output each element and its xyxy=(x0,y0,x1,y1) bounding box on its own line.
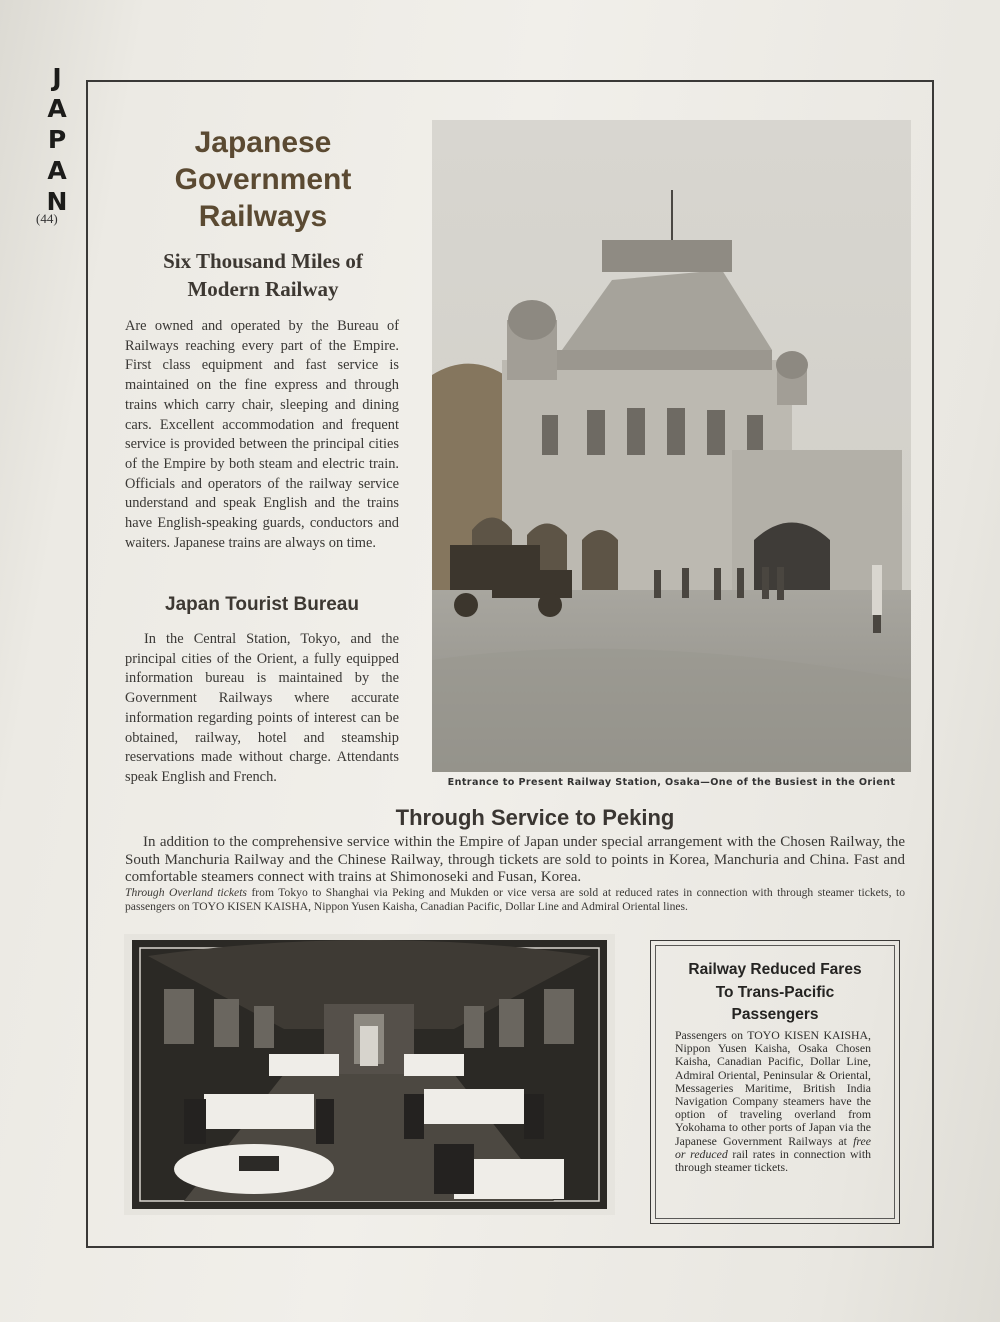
article-title xyxy=(125,124,401,235)
title-line: Japanese xyxy=(194,126,332,159)
bureau-paragraph: In the Central Station, Tokyo, and the principal cities of the Orient, a fully equipped information bureau is maintained by the Government Railways where accurate information regarding points of interest can be obtained, railway, hotel and steamship reservations made without charge. Attendants speak English and French. xyxy=(125,631,399,785)
fares-heading-line: Railway Reduced Fares xyxy=(688,961,862,978)
subtitle-line: Six Thousand Miles of xyxy=(163,249,363,273)
overland-tickets-note xyxy=(125,886,905,913)
osaka-station-photo xyxy=(432,120,911,772)
intro-paragraph: Are owned and operated by the Bureau of Railways reaching every part of the Empire. First class equipment and fast service is maintained on the fine express and through trains which carry chair, sleeping and dining cars. Excellent accommodation and frequent service is provided between the principal cities of the Empire by both steam and electric train. Officials and operators of the railway service understand and speak English and the trains have English-speaking guards, conductors and waiters. Japanese trains are always on time. xyxy=(125,318,399,551)
fares-text-part: rail rates in connection with through steamer tickets. xyxy=(675,1146,872,1175)
dining-car-photo xyxy=(124,934,615,1215)
masthead-letter: J xyxy=(52,63,62,92)
masthead-letter: N xyxy=(46,187,68,216)
bureau-heading: Japan Tourist Bureau xyxy=(165,594,359,615)
overland-tickets-text: from Tokyo to Shanghai via Peking and Mukden or vice versa are sold at reduced rates in connection with through steamer tickets, to passengers on TOYO KISEN KAISHA, Nippon Yusen Kaisha, Canadian Pacific, Dollar Line and Admiral Oriental lines. xyxy=(125,886,905,913)
title-line: Government xyxy=(174,163,352,196)
masthead-letter: P xyxy=(47,125,67,154)
overland-tickets-italic: Through Overland tickets xyxy=(125,886,247,899)
reduced-fares-heading xyxy=(651,959,899,1027)
reduced-fares-text xyxy=(675,1029,871,1174)
station-photo-caption: Entrance to Present Railway Station, Osaka—One of the Busiest in the Orient xyxy=(447,777,896,788)
masthead-japan xyxy=(40,62,74,217)
through-service-heading: Through Service to Peking xyxy=(395,805,675,830)
article-subtitle xyxy=(125,247,401,303)
reduced-fares-box xyxy=(650,940,900,1224)
masthead-letter: A xyxy=(47,94,67,123)
station-illustration xyxy=(432,120,911,772)
masthead-letter: A xyxy=(47,156,67,185)
through-service-paragraph: In addition to the comprehensive service within the Empire of Japan under special arrangement with the Chosen Railway, the South Manchuria Railway and the Chinese Railway, through tickets are sold to points in Korea, Manchuria and China. Fast and comfortable steamers connect with trains at Shimonoseki and Fusan, Korea. xyxy=(125,834,905,885)
fares-heading-line: Passengers xyxy=(731,1006,819,1023)
title-line: Railways xyxy=(198,200,328,233)
dining-car-illustration xyxy=(124,934,615,1215)
fares-text-part: Passengers on TOYO KISEN KAISHA, Nippon Yusen Kaisha, Osaka Chosen Kaisha, Canadian Pacific, Dollar Line, Admiral Oriental, Peninsular & Oriental, Messageries Maritime, British India Navigation Company steamers have the option of traveling overland from Yokohama to other ports of Japan via the Japanese Government Railways at xyxy=(675,1028,871,1148)
page-number: (44) xyxy=(36,211,58,226)
subtitle-line: Modern Railway xyxy=(187,277,339,301)
fares-heading-line: To Trans-Pacific xyxy=(715,983,835,1001)
fares-text-italic: free or reduced xyxy=(675,1133,871,1161)
